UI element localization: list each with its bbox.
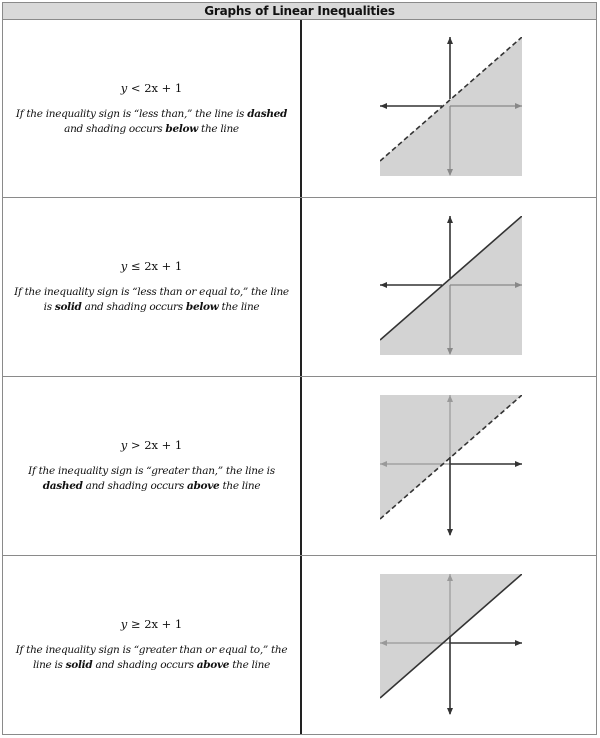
rule-description: If the inequality sign is “greater than,” the line is dashed and shading occurs above the line [28, 465, 275, 492]
table-row-less-than [3, 20, 596, 198]
graph-cell [302, 198, 596, 376]
inequality-expression: y ≥ 2x + 1 [120, 617, 183, 631]
inequality-expression: y < 2x + 1 [120, 80, 183, 95]
table-row-greater-than [3, 377, 596, 556]
rule-cell [3, 20, 300, 197]
rule-cell [3, 556, 300, 734]
graph-cell [302, 377, 596, 555]
graph-cell [302, 556, 596, 734]
rule-description: If the inequality sign is “less than or equal to,” the line is solid and shading occurs below the line [14, 286, 289, 313]
rule-description: If the inequality sign is “less than,” the line is dashed and shading occurs below the line [15, 107, 288, 135]
inequalities-table [2, 2, 597, 735]
inequality-expression: y > 2x + 1 [120, 438, 183, 452]
rule-cell [3, 377, 300, 555]
table-row-less-than-or-equal [3, 198, 596, 377]
table-title: Graphs of Linear Inequalities [3, 3, 596, 20]
table-row-greater-than-or-equal [3, 556, 596, 734]
rule-description: If the inequality sign is “greater than or equal to,” the line is solid and shading occurs above the line [15, 644, 288, 671]
inequality-expression: y ≤ 2x + 1 [120, 259, 183, 273]
graph-solid-above [380, 574, 522, 716]
rule-cell [3, 198, 300, 376]
graph-solid-below [380, 216, 522, 358]
graph-dashed-below [380, 37, 522, 179]
graph-cell [302, 20, 596, 197]
graph-dashed-above [380, 395, 522, 537]
